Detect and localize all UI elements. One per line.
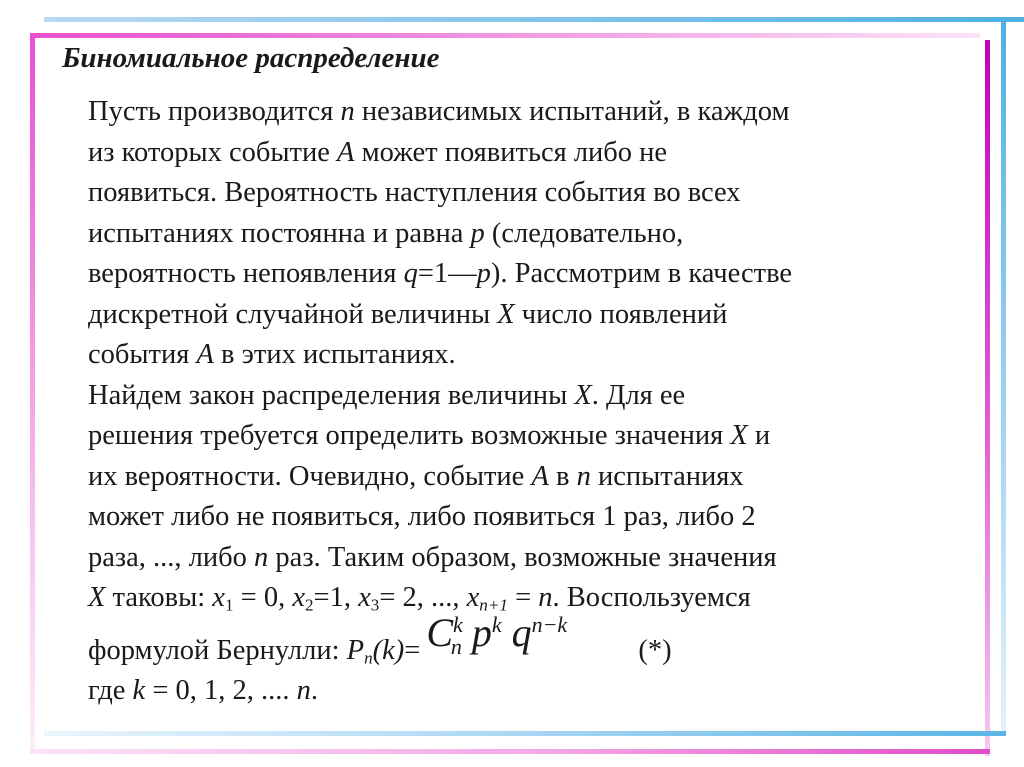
text: =1— — [417, 258, 477, 289]
math-variable: A — [337, 136, 355, 168]
math-variable: p — [476, 258, 491, 289]
decor-bar-right-blue — [1001, 22, 1006, 736]
decor-bar-top-pink — [30, 33, 980, 38]
text-line — [88, 92, 968, 133]
text-line — [88, 254, 968, 295]
text: в этих испытаниях. — [213, 339, 456, 370]
text: (следовательно, — [484, 217, 684, 249]
text-line — [88, 133, 968, 174]
decor-bar-left-pink — [30, 33, 35, 753]
var-x3: x — [358, 582, 371, 613]
subscript: n+1 — [479, 595, 508, 615]
text-line — [88, 295, 968, 336]
var-xn1: x — [466, 582, 480, 613]
formula-sup-k2: k — [491, 611, 502, 637]
text: их вероятности. Очевидно, событие — [88, 460, 532, 492]
text: формулой Бернулли: — [88, 634, 347, 666]
text-line — [88, 416, 968, 457]
formula-sub-n: n — [450, 633, 462, 659]
text: из которых событие — [88, 136, 338, 168]
text: = — [507, 582, 539, 613]
text: испытаниях постоянна и равна — [88, 217, 471, 249]
var-X: X — [88, 582, 106, 613]
bernoulli-formula — [420, 609, 630, 659]
text-line — [88, 538, 968, 579]
var-x1: x — [212, 582, 225, 613]
text: раза, ..., либо — [88, 541, 255, 573]
math-variable: A — [196, 339, 214, 370]
text: где — [88, 675, 133, 706]
text: Пусть производится — [88, 96, 341, 127]
text-line — [88, 173, 968, 214]
math-variable: A — [531, 460, 549, 492]
formula-sup-k: k — [453, 611, 463, 637]
math-variable: n — [340, 96, 355, 127]
var-n: n — [296, 675, 311, 706]
subscript: 3 — [370, 595, 380, 615]
text: . Для ее — [591, 379, 686, 411]
last-line — [88, 671, 968, 712]
text: испытаниях — [590, 460, 744, 492]
text: Найдем закон распределения величины — [88, 379, 575, 411]
text: ). Рассмотрим в качестве — [490, 258, 793, 289]
subscript: n — [364, 647, 373, 667]
math-variable: n — [254, 541, 269, 573]
math-variable: n — [576, 460, 591, 492]
decor-bar-top-blue — [44, 17, 1024, 22]
text-line — [88, 457, 968, 498]
text: и — [747, 420, 771, 451]
var-n: n — [538, 582, 553, 613]
equals-sign: = — [404, 634, 421, 666]
math-variable: X — [730, 420, 748, 451]
decor-bar-bottom-pink — [30, 749, 990, 754]
text: раз. Таким образом, возможные значения — [268, 541, 777, 573]
math-variable: q — [403, 258, 418, 289]
decor-bar-bottom-blue — [44, 731, 1006, 736]
var-x2: x — [292, 582, 305, 613]
var-P: P — [346, 634, 365, 666]
text: независимых испытаний, в каждом — [354, 96, 790, 127]
text: вероятность непоявления — [88, 258, 404, 289]
text: решения требуется определить возможные значения — [88, 420, 731, 451]
text: может появиться либо не — [354, 136, 668, 168]
formula-p: p — [471, 609, 492, 655]
formula-q: q — [511, 609, 532, 655]
math-variable: X — [497, 298, 515, 330]
text: события — [88, 339, 197, 370]
slide-title: Биномиальное распределение — [62, 42, 440, 74]
var-k: k — [132, 675, 146, 706]
text: . — [310, 675, 319, 706]
text: = 0, — [233, 582, 293, 613]
text-line — [88, 497, 968, 538]
formula-C: C — [426, 609, 454, 655]
paragraph-lines — [88, 92, 968, 578]
text: дискретной случайной величины — [88, 298, 498, 330]
math-variable: X — [574, 379, 592, 411]
text: число появлений — [514, 298, 728, 330]
slide-body — [88, 92, 968, 712]
text: . Воспользуемся — [552, 582, 751, 613]
var-k-paren: (k) — [372, 634, 405, 666]
subscript: 1 — [224, 595, 234, 615]
text-line — [88, 335, 968, 376]
formula-label: (*) — [638, 634, 672, 666]
formula-line — [88, 609, 968, 672]
text-line — [88, 214, 968, 255]
text: таковы: — [105, 582, 213, 613]
text-line — [88, 376, 968, 417]
text: =1, — [313, 582, 359, 613]
decor-bar-right-pink — [985, 40, 990, 756]
text: = 2, ..., — [379, 582, 467, 613]
text: = 0, 1, 2, .... — [145, 675, 297, 706]
subscript: 2 — [304, 595, 314, 615]
formula-sup-nk: n−k — [531, 611, 568, 637]
text: в — [548, 460, 577, 492]
math-variable: p — [470, 217, 485, 249]
text: появиться. Вероятность наступления события во всех — [88, 177, 741, 208]
text: может либо не появиться, либо появиться 1 раз, либо 2 — [88, 501, 756, 532]
